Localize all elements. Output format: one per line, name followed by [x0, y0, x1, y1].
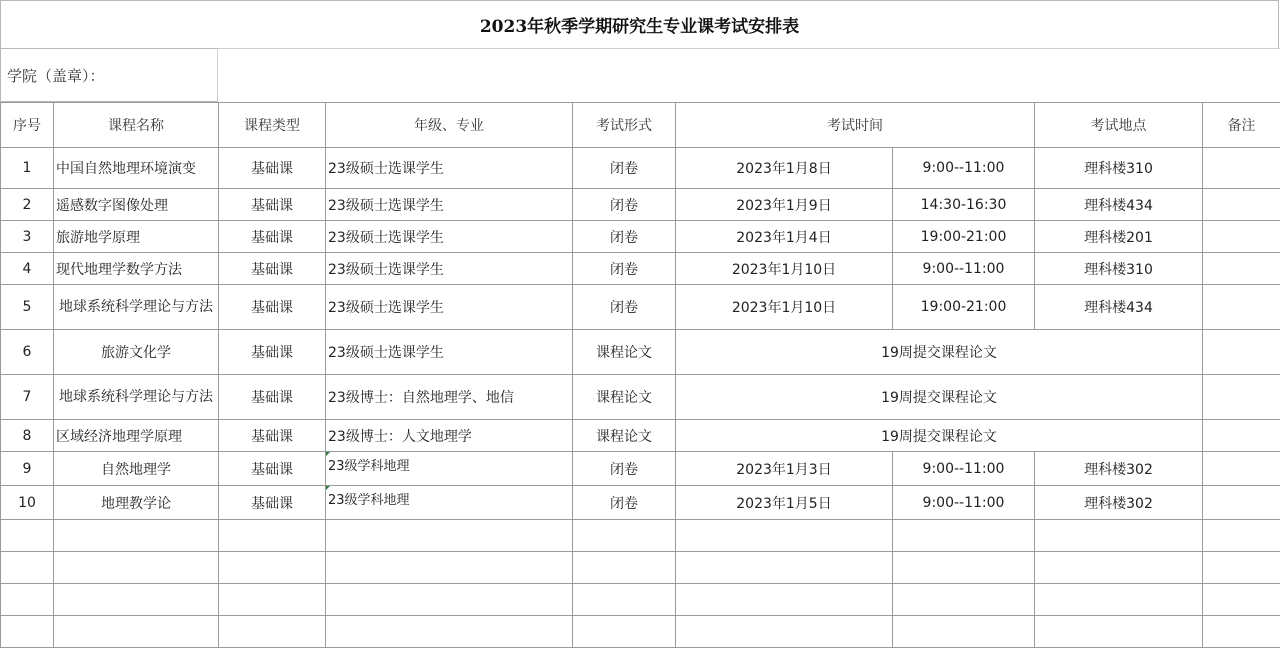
empty-cell[interactable]: [326, 584, 573, 616]
empty-cell[interactable]: [54, 584, 219, 616]
cell-no[interactable]: 1: [1, 148, 54, 189]
cell-form[interactable]: 闭卷: [573, 486, 676, 520]
empty-cell[interactable]: [1035, 552, 1203, 584]
cell-date[interactable]: 2023年1月10日: [676, 285, 893, 330]
cell-no[interactable]: 9: [1, 452, 54, 486]
empty-cell[interactable]: [1203, 584, 1280, 616]
empty-cell[interactable]: [1035, 520, 1203, 552]
cell-course[interactable]: 地球系统科学理论与方法: [54, 285, 219, 330]
cell-course[interactable]: 自然地理学: [54, 452, 219, 486]
cell-no[interactable]: 2: [1, 189, 54, 221]
cell-course[interactable]: 中国自然地理环境演变: [54, 148, 219, 189]
cell-place[interactable]: 理科楼302: [1035, 486, 1203, 520]
cell-form[interactable]: 闭卷: [573, 221, 676, 253]
table-row: [1, 420, 1280, 452]
cell-form[interactable]: 课程论文: [573, 330, 676, 375]
cell-form[interactable]: 闭卷: [573, 148, 676, 189]
cell-no[interactable]: 5: [1, 285, 54, 330]
empty-cell[interactable]: [676, 584, 893, 616]
cell-note[interactable]: [1203, 253, 1280, 285]
cell-place[interactable]: 理科楼302: [1035, 452, 1203, 486]
empty-cell[interactable]: [54, 520, 219, 552]
cell-type[interactable]: 基础课: [219, 253, 326, 285]
empty-cell[interactable]: [1, 584, 54, 616]
empty-row: [1, 616, 1280, 648]
empty-cell[interactable]: [676, 520, 893, 552]
empty-cell[interactable]: [219, 584, 326, 616]
cell-time[interactable]: 9:00--11:00: [893, 148, 1035, 189]
cell-time[interactable]: 14:30-16:30: [893, 189, 1035, 221]
cell-type[interactable]: 基础课: [219, 452, 326, 486]
header-major: 年级、专业: [326, 103, 573, 148]
cell-major[interactable]: 23级硕士选课学生: [326, 148, 573, 189]
header-no: 序号: [1, 103, 54, 148]
cell-type[interactable]: 基础课: [219, 486, 326, 520]
cell-place[interactable]: 理科楼310: [1035, 253, 1203, 285]
cell-no[interactable]: 4: [1, 253, 54, 285]
cell-course[interactable]: 旅游文化学: [54, 330, 219, 375]
cell-type[interactable]: 基础课: [219, 420, 326, 452]
table-row: [1, 285, 1280, 330]
cell-merged-time[interactable]: 19周提交课程论文: [676, 420, 1203, 452]
cell-time[interactable]: 9:00--11:00: [893, 452, 1035, 486]
empty-cell[interactable]: [219, 616, 326, 648]
empty-cell[interactable]: [54, 616, 219, 648]
cell-major[interactable]: 23级硕士选课学生: [326, 221, 573, 253]
cell-no[interactable]: 7: [1, 375, 54, 420]
header-note: 备注: [1203, 103, 1280, 148]
header-time: 考试时间: [676, 103, 1035, 148]
cell-form[interactable]: 课程论文: [573, 420, 676, 452]
empty-cell[interactable]: [1203, 616, 1280, 648]
empty-cell[interactable]: [573, 584, 676, 616]
cell-type[interactable]: 基础课: [219, 221, 326, 253]
cell-major[interactable]: 23级硕士选课学生: [326, 253, 573, 285]
empty-cell[interactable]: [893, 616, 1035, 648]
cell-note[interactable]: [1203, 375, 1280, 420]
cell-no[interactable]: 3: [1, 221, 54, 253]
cell-date[interactable]: 2023年1月9日: [676, 189, 893, 221]
empty-cell[interactable]: [573, 520, 676, 552]
table-row: [1, 452, 1280, 486]
header-type: 课程类型: [219, 103, 326, 148]
schedule-table: [0, 102, 1280, 648]
cell-place[interactable]: 理科楼201: [1035, 221, 1203, 253]
cell-course[interactable]: 地球系统科学理论与方法: [54, 375, 219, 420]
empty-cell[interactable]: [1203, 520, 1280, 552]
cell-merged-time[interactable]: 19周提交课程论文: [676, 330, 1203, 375]
header-place: 考试地点: [1035, 103, 1203, 148]
cell-form[interactable]: 闭卷: [573, 452, 676, 486]
cell-date[interactable]: 2023年1月4日: [676, 221, 893, 253]
cell-major[interactable]: 23级博士：人文地理学: [326, 420, 573, 452]
empty-cell[interactable]: [893, 584, 1035, 616]
table-row: [1, 253, 1280, 285]
cell-no[interactable]: 6: [1, 330, 54, 375]
table-row: [1, 486, 1280, 520]
cell-note[interactable]: [1203, 486, 1280, 520]
table-row: [1, 148, 1280, 189]
cell-major[interactable]: 23级博士：自然地理学、地信: [326, 375, 573, 420]
empty-cell[interactable]: [219, 552, 326, 584]
cell-type[interactable]: 基础课: [219, 375, 326, 420]
cell-no[interactable]: 10: [1, 486, 54, 520]
empty-cell[interactable]: [1, 616, 54, 648]
empty-cell[interactable]: [1, 520, 54, 552]
cell-form[interactable]: 课程论文: [573, 375, 676, 420]
empty-cell[interactable]: [1203, 552, 1280, 584]
empty-cell[interactable]: [326, 552, 573, 584]
cell-course[interactable]: 现代地理学数学方法: [54, 253, 219, 285]
college-row: [0, 48, 1280, 102]
cell-form[interactable]: 闭卷: [573, 285, 676, 330]
cell-note[interactable]: [1203, 221, 1280, 253]
empty-cell[interactable]: [54, 552, 219, 584]
cell-date[interactable]: 2023年1月8日: [676, 148, 893, 189]
table-header-row: [1, 103, 1280, 148]
empty-cell[interactable]: [326, 616, 573, 648]
cell-time[interactable]: 19:00-21:00: [893, 285, 1035, 330]
table-row: [1, 189, 1280, 221]
cell-note[interactable]: [1203, 285, 1280, 330]
table-row: [1, 221, 1280, 253]
empty-cell[interactable]: [893, 552, 1035, 584]
empty-cell[interactable]: [1035, 584, 1203, 616]
empty-cell[interactable]: [219, 520, 326, 552]
cell-time[interactable]: 19:00-21:00: [893, 221, 1035, 253]
empty-row: [1, 520, 1280, 552]
college-stamp-label: 学院（盖章）：: [0, 48, 218, 102]
cell-course[interactable]: 地理教学论: [54, 486, 219, 520]
empty-cell[interactable]: [1, 552, 54, 584]
cell-note[interactable]: [1203, 420, 1280, 452]
cell-note[interactable]: [1203, 148, 1280, 189]
cell-form[interactable]: 闭卷: [573, 253, 676, 285]
cell-type[interactable]: 基础课: [219, 189, 326, 221]
cell-type[interactable]: 基础课: [219, 330, 326, 375]
cell-type[interactable]: 基础课: [219, 148, 326, 189]
cell-major[interactable]: 23级硕士选课学生: [326, 189, 573, 221]
cell-type[interactable]: 基础课: [219, 285, 326, 330]
cell-course[interactable]: 旅游地学原理: [54, 221, 219, 253]
empty-cell[interactable]: [893, 520, 1035, 552]
cell-time[interactable]: 9:00--11:00: [893, 253, 1035, 285]
cell-major[interactable]: 23级硕士选课学生: [326, 285, 573, 330]
cell-major[interactable]: 23级学科地理: [326, 486, 573, 520]
cell-course[interactable]: 遥感数字图像处理: [54, 189, 219, 221]
header-course: 课程名称: [54, 103, 219, 148]
cell-major[interactable]: 23级学科地理: [326, 452, 573, 486]
empty-row: [1, 584, 1280, 616]
cell-time[interactable]: 9:00--11:00: [893, 486, 1035, 520]
empty-cell[interactable]: [573, 616, 676, 648]
empty-cell[interactable]: [326, 520, 573, 552]
cell-place[interactable]: 理科楼310: [1035, 148, 1203, 189]
sheet-title: 2023年秋季学期研究生专业课考试安排表: [0, 0, 1279, 48]
table-row: [1, 330, 1280, 375]
college-stamp-cell[interactable]: [217, 48, 1280, 102]
cell-form[interactable]: 闭卷: [573, 189, 676, 221]
cell-note[interactable]: [1203, 189, 1280, 221]
empty-cell[interactable]: [1035, 616, 1203, 648]
empty-row: [1, 552, 1280, 584]
cell-place[interactable]: 理科楼434: [1035, 189, 1203, 221]
table-row: [1, 375, 1280, 420]
empty-cell[interactable]: [676, 616, 893, 648]
cell-place[interactable]: 理科楼434: [1035, 285, 1203, 330]
cell-course[interactable]: 区域经济地理学原理: [54, 420, 219, 452]
empty-cell[interactable]: [676, 552, 893, 584]
cell-merged-time[interactable]: 19周提交课程论文: [676, 375, 1203, 420]
empty-cell[interactable]: [573, 552, 676, 584]
header-form: 考试形式: [573, 103, 676, 148]
cell-note[interactable]: [1203, 330, 1280, 375]
cell-no[interactable]: 8: [1, 420, 54, 452]
cell-date[interactable]: 2023年1月5日: [676, 486, 893, 520]
cell-major[interactable]: 23级硕士选课学生: [326, 330, 573, 375]
cell-note[interactable]: [1203, 452, 1280, 486]
cell-date[interactable]: 2023年1月3日: [676, 452, 893, 486]
cell-date[interactable]: 2023年1月10日: [676, 253, 893, 285]
